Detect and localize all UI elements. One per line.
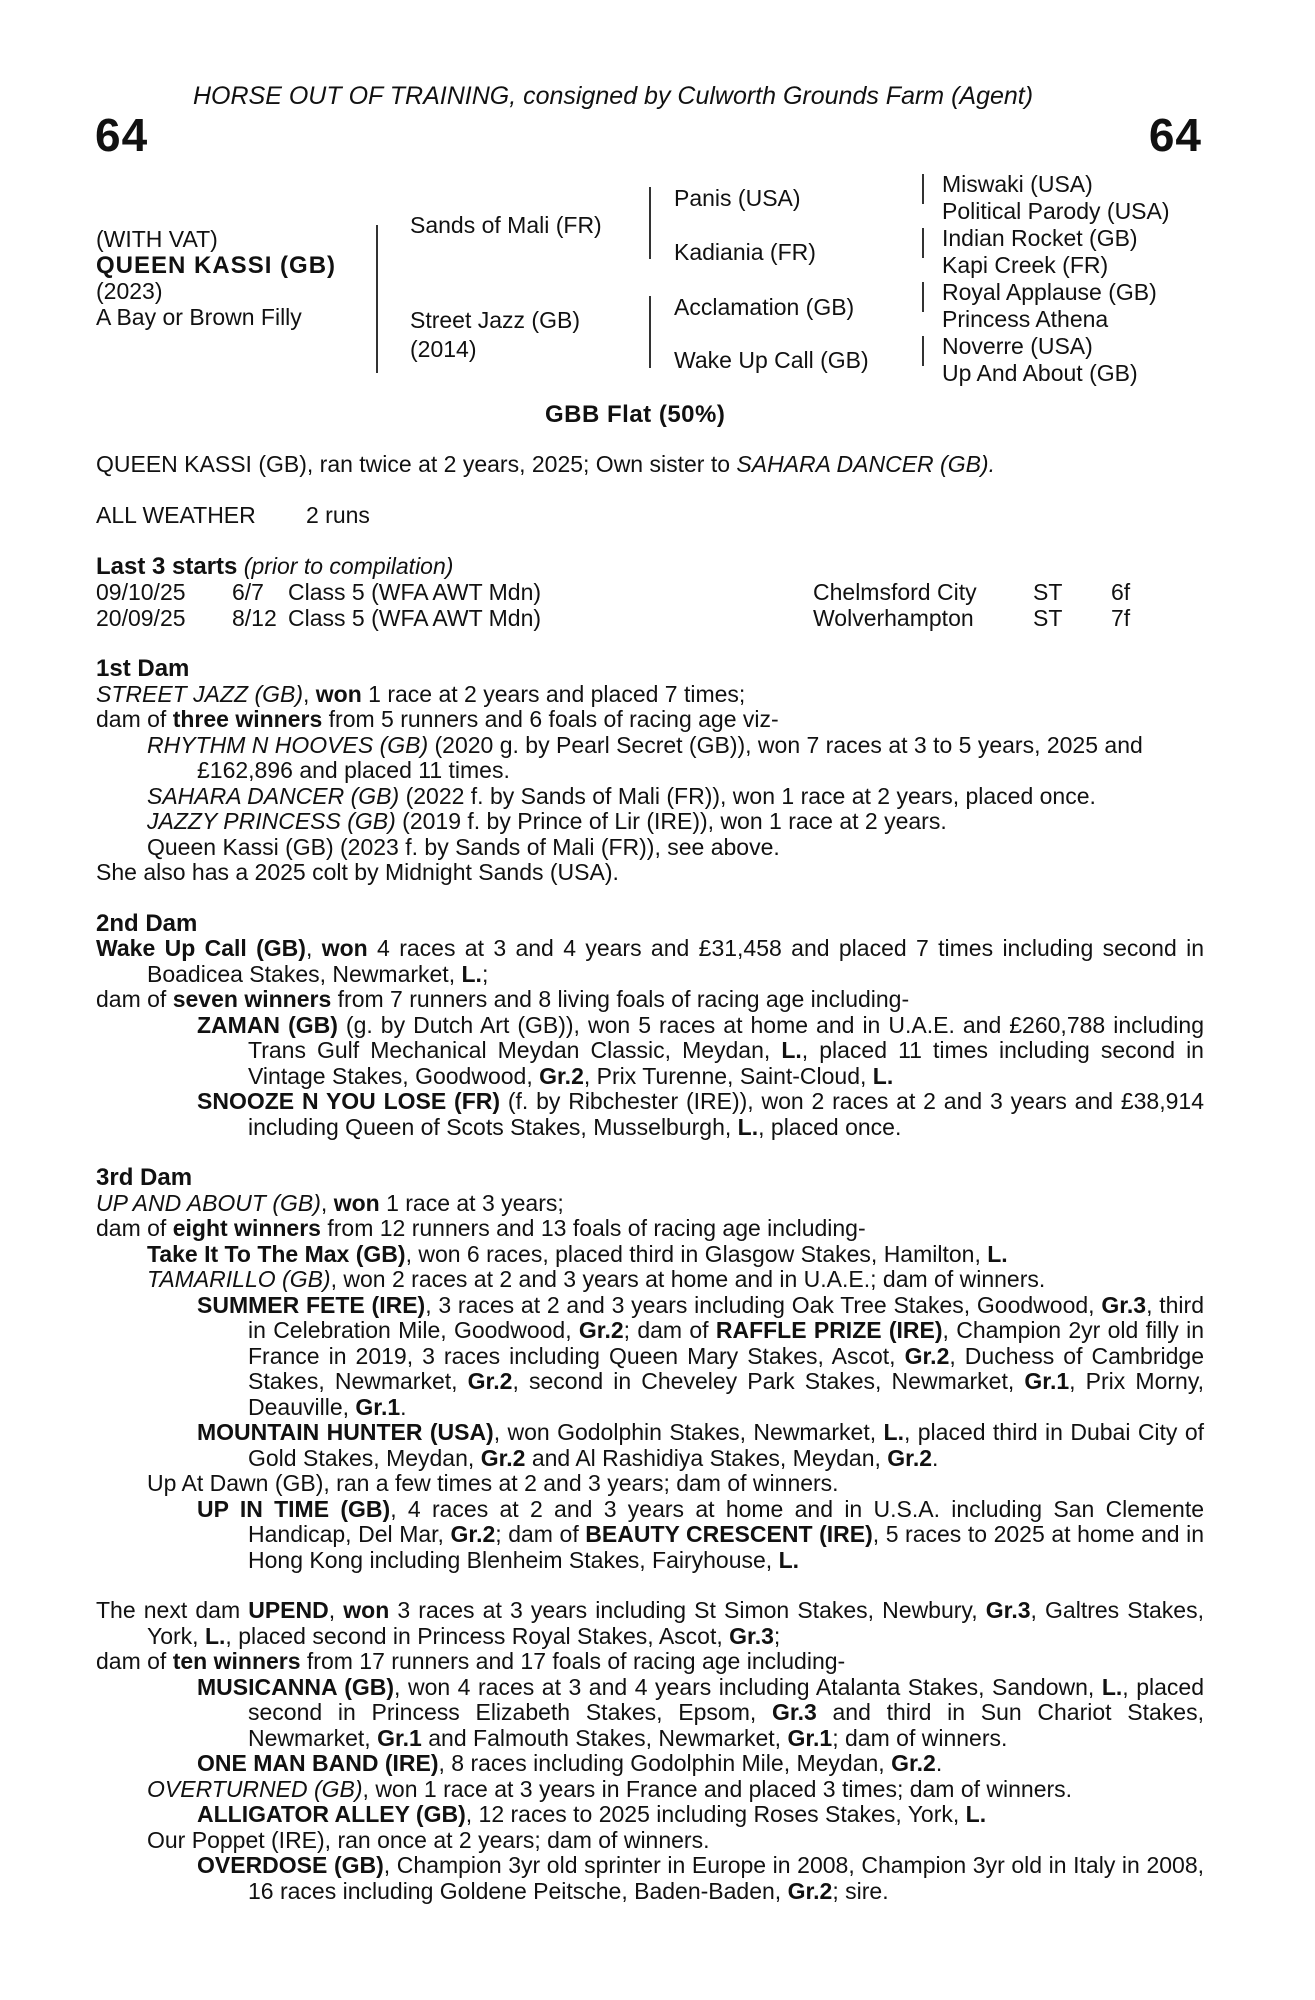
dam-name: STREET JAZZ (GB) <box>96 680 303 707</box>
text: , 4 races at 2 and 3 years at home and in U.S.A. including San Clemente Handicap, Del Mar, <box>248 1495 1204 1547</box>
pedigree-g3-ancestor: Royal Applause (GB) <box>942 279 1157 305</box>
text: , 8 races including Godolphin Mile, Meydan, <box>438 1750 892 1776</box>
table-row <box>96 580 1136 606</box>
text: won <box>333 1189 380 1216</box>
next-dam-produce-summary <box>96 1649 1204 1675</box>
text: and Falmouth Stakes, Newmarket, <box>421 1724 788 1751</box>
text: Gr.2 <box>891 1750 936 1776</box>
text: Gr.2 <box>467 1368 513 1394</box>
text: , 12 races to 2025 including Roses Stakes, York, <box>465 1801 966 1827</box>
text: (f. by Ribchester (IRE)), won 2 races at 2 and 3 years and £38,914 including Queen of Scots Stakes, Musselburgh, <box>248 1088 1204 1140</box>
text: L. <box>778 1546 800 1573</box>
produce-entry: Queen Kassi (GB) (2023 f. by Sands of Mali (FR)), see above. <box>147 833 780 860</box>
progeny-name: UP IN TIME (GB) <box>197 1495 391 1522</box>
start-date: 20/09/25 <box>96 604 186 631</box>
pedigree-g3-ancestor: Noverre (USA) <box>942 333 1093 359</box>
text: L. <box>204 1622 226 1649</box>
last-starts-heading <box>96 554 453 580</box>
progeny-name: BEAUTY CRESCENT (IRE) <box>585 1521 873 1547</box>
text: . <box>935 1750 943 1776</box>
dam-name: UPEND <box>248 1597 329 1623</box>
start-position: 8/12 <box>232 604 277 631</box>
pedigree-sire-sire: Panis (USA) <box>674 185 801 211</box>
horse-name: QUEEN KASSI (GB) <box>96 252 337 279</box>
start-surface: ST <box>1033 604 1063 631</box>
third-dam-produce-summary <box>96 1216 1204 1242</box>
pedigree-dam-sire: Acclamation (GB) <box>674 294 855 320</box>
progeny-name: SNOOZE N YOU LOSE (FR) <box>197 1088 501 1114</box>
text: ; dam of winners. <box>832 1724 1008 1751</box>
text: won <box>315 680 362 707</box>
progeny-name: OVERDOSE (GB) <box>197 1852 384 1878</box>
text: Gr.2 <box>480 1444 526 1471</box>
start-date: 09/10/25 <box>96 579 186 605</box>
pedigree-brace-dam <box>649 296 651 368</box>
text: , placed 11 times including second in Vintage Stakes, Goodwood, <box>248 1037 1204 1089</box>
text: L. <box>461 960 482 987</box>
text: ten winners <box>172 1648 301 1674</box>
pedigree-sire-dam: Kadiania (FR) <box>674 239 816 265</box>
produce-entry <box>96 1802 1204 1828</box>
text: , placed once. <box>758 1113 902 1140</box>
pedigree-brace-g3-2 <box>922 228 924 258</box>
pedigree-g3-ancestor: Princess Athena <box>942 306 1109 332</box>
produce-entry <box>96 1089 1204 1140</box>
pedigree-g3-ancestor: Miswaki (USA) <box>942 171 1093 197</box>
text: , second in Cheveley Park Stakes, Newmarket, <box>512 1368 1025 1394</box>
text: , 3 races at 2 and 3 years including Oak Tree Stakes, Goodwood, <box>425 1291 1102 1318</box>
surface-label: ALL WEATHER <box>96 502 256 528</box>
text: 1 race at 2 years and placed 7 times; <box>361 680 746 707</box>
progeny-name: ZAMAN (GB) <box>197 1011 338 1038</box>
text: The next dam <box>96 1597 249 1623</box>
first-dam-heading: 1st Dam <box>96 655 190 682</box>
text: and Al Rashidiya Stakes, Meydan, <box>525 1444 888 1471</box>
produce-note: She also has a 2025 colt by Midnight Sands (USA). <box>96 859 619 885</box>
produce-entry <box>96 1497 1204 1574</box>
spacer <box>96 1573 1204 1598</box>
pedigree-brace-g3-3 <box>922 282 924 312</box>
text: eight winners <box>172 1215 321 1241</box>
text: , Prix Morny, Deauville, <box>248 1368 1205 1420</box>
surface-summary <box>96 503 370 529</box>
progeny-name: SAHARA DANCER (GB) <box>147 782 400 809</box>
pedigree-dam-year: (2014) <box>410 336 477 362</box>
text: . <box>400 1393 407 1420</box>
text: 1 race at 3 years; <box>379 1189 564 1216</box>
pedigree-sire: Sands of Mali (FR) <box>410 212 602 238</box>
text: (2020 g. by Pearl Secret (GB)), won 7 races at 3 to 5 years, 2025 and £162,896 and placed 11 times. <box>197 731 1143 783</box>
table-row <box>96 606 1136 632</box>
text: , <box>320 1189 334 1216</box>
text: dam of <box>96 986 173 1012</box>
text: , 5 races to 2025 at home and in Hong Kong including Blenheim Stakes, Fairyhouse, <box>248 1521 1205 1573</box>
start-position: 6/7 <box>232 579 264 605</box>
text: Gr.1 <box>377 1724 422 1751</box>
text: , <box>328 1597 344 1623</box>
text: ; dam of <box>495 1521 586 1547</box>
text: Gr.1 <box>355 1393 401 1420</box>
text: Gr.3 <box>985 1597 1031 1623</box>
text: (2022 f. by Sands of Mali (FR)), won 1 race at 2 years, placed once. <box>399 782 1096 809</box>
text: L. <box>737 1113 759 1140</box>
text: , third in Celebration Mile, Goodwood, <box>248 1291 1204 1343</box>
text: . <box>932 1444 939 1471</box>
breeding-note: GBB Flat (50%) <box>545 401 726 428</box>
first-dam-line <box>96 682 1204 708</box>
produce-entry <box>96 733 1204 784</box>
pedigree-g3-ancestor: Indian Rocket (GB) <box>942 225 1138 251</box>
pedigree-dam: Street Jazz (GB) <box>410 307 580 333</box>
produce-entry <box>96 809 1204 835</box>
produce-entry <box>96 1853 1204 1904</box>
text: seven winners <box>172 986 332 1012</box>
pedigree-brace-main <box>376 225 378 373</box>
progeny-name: RHYTHM N HOOVES (GB) <box>147 731 429 758</box>
produce-entry <box>96 1751 1204 1777</box>
lot-number-right: 64 <box>1148 109 1202 161</box>
text: , Champion 2yr old filly in France in 2019, 3 races including Queen Mary Stakes, Ascot, <box>248 1317 1204 1369</box>
text: 4 races at 3 and 4 years and £31,458 and placed 7 times including second in Boadicea Stakes, Newmarket, <box>147 935 1205 987</box>
start-surface: ST <box>1033 579 1063 605</box>
pedigree-g3-ancestor: Up And About (GB) <box>942 360 1138 386</box>
progeny-name: ALLIGATOR ALLEY (GB) <box>197 1801 466 1827</box>
progeny-name: ONE MAN BAND (IRE) <box>197 1750 439 1776</box>
text: Gr.1 <box>787 1724 833 1751</box>
start-course: Wolverhampton <box>813 604 974 631</box>
horse-year: (2023) <box>96 278 163 304</box>
third-dam-heading: 3rd Dam <box>96 1164 193 1191</box>
start-race: Class 5 (WFA AWT Mdn) <box>288 604 542 631</box>
produce-entry <box>96 1013 1204 1090</box>
vat-label: (WITH VAT) <box>96 226 218 252</box>
text: L. <box>987 1240 1008 1267</box>
text: and third in Sun Chariot Stakes, Newmarket, <box>248 1699 1204 1751</box>
text: , Duchess of Cambridge Stakes, Newmarket, <box>248 1342 1204 1394</box>
text: three winners <box>172 706 323 732</box>
start-distance: 6f <box>1111 579 1131 605</box>
produce-entry <box>96 1675 1204 1752</box>
text: Gr.3 <box>772 1699 817 1725</box>
text: , won 1 race at 3 years in France and placed 3 times; dam of winners. <box>362 1775 1073 1802</box>
progeny-name: TAMARILLO (GB) <box>147 1266 331 1292</box>
summary-text: QUEEN KASSI (GB), ran twice at 2 years, 2025; Own sister to <box>96 451 737 477</box>
text: (g. by Dutch Art (GB)), won 5 races at home and in U.A.E. and £260,788 including Trans Gulf Mechanical Meydan Classic, Meydan, <box>248 1011 1205 1063</box>
text: Gr.2 <box>887 1444 933 1471</box>
text: , Prix Turenne, Saint-Cloud, <box>583 1062 873 1089</box>
dam-name: UP AND ABOUT (GB) <box>96 1189 321 1216</box>
pedigree-brace-g3-1 <box>922 174 924 204</box>
text: from 5 runners and 6 foals of racing age viz- <box>322 706 779 732</box>
text: , placed second in Princess Royal Stakes, Ascot, <box>225 1622 730 1649</box>
text: 3 races at 3 years including St Simon Stakes, Newbury, <box>389 1597 986 1623</box>
text: , <box>305 935 322 961</box>
start-course: Chelmsford City <box>813 579 977 605</box>
second-dam-produce-summary <box>96 987 1204 1013</box>
last-starts-title: Last 3 starts <box>96 553 238 580</box>
race-summary <box>96 452 995 478</box>
spacer <box>96 886 1204 911</box>
lot-number-left: 64 <box>95 109 149 161</box>
text: Gr.3 <box>1101 1291 1147 1318</box>
last-starts-table <box>96 580 1136 631</box>
text: dam of <box>96 1648 173 1674</box>
text: won <box>343 1597 390 1623</box>
progeny-name: SUMMER FETE (IRE) <box>197 1291 426 1318</box>
text: dam of <box>96 1215 173 1241</box>
progeny-name: RAFFLE PRIZE (IRE) <box>715 1317 943 1343</box>
text: L. <box>965 1801 987 1827</box>
text: dam of <box>96 706 173 732</box>
text: , <box>303 680 316 707</box>
text: Gr.3 <box>729 1622 774 1649</box>
text: , won Godolphin Stakes, Newmarket, <box>493 1419 884 1445</box>
pedigree-brace-sire <box>649 187 651 259</box>
progeny-name: JAZZY PRINCESS (GB) <box>147 808 396 834</box>
spacer <box>96 1140 1204 1165</box>
produce-entry: Our Poppet (IRE), ran once at 2 years; dam of winners. <box>147 1826 710 1853</box>
catalogue-header: HORSE OUT OF TRAINING, consigned by Culworth Grounds Farm (Agent) <box>193 82 1034 110</box>
progeny-name: MUSICANNA (GB) <box>197 1673 395 1700</box>
produce-entry: Up At Dawn (GB), ran a few times at 2 and 3 years; dam of winners. <box>147 1470 839 1496</box>
text: Gr.2 <box>787 1877 833 1904</box>
text: Gr.2 <box>578 1317 624 1343</box>
text: L. <box>872 1062 894 1089</box>
next-dam-line <box>96 1598 1204 1649</box>
text: , won 6 races, placed third in Glasgow Stakes, Hamilton, <box>405 1240 988 1267</box>
text: , Champion 3yr old sprinter in Europe in 2008, Champion 3yr old in Italy in 2008, 16 races including Goldene Peitsche, Baden-Baden, <box>248 1852 1204 1904</box>
text: Gr.2 <box>450 1521 496 1547</box>
progeny-name: OVERTURNED (GB) <box>147 1775 363 1802</box>
text: ; <box>481 960 489 987</box>
produce-entry <box>96 1777 1204 1803</box>
text: , placed third in Dubai City of Gold Stakes, Meydan, <box>248 1419 1204 1471</box>
pedigree-g3-ancestor: Kapi Creek (FR) <box>942 252 1109 278</box>
text: L. <box>781 1037 802 1063</box>
produce-entry <box>96 1242 1204 1268</box>
text: ; sire. <box>832 1877 889 1904</box>
text: won <box>321 935 368 961</box>
last-starts-note: (prior to compilation) <box>243 553 454 579</box>
text: ; dam of <box>623 1317 716 1343</box>
produce-entry <box>96 784 1204 810</box>
surface-runs: 2 runs <box>306 502 370 528</box>
text: L. <box>1101 1673 1123 1700</box>
text: , placed second in Princess Elizabeth Stakes, Epsom, <box>248 1673 1204 1725</box>
first-dam-produce-summary <box>96 707 1204 733</box>
pedigree-dam-dam: Wake Up Call (GB) <box>674 347 869 373</box>
text: ; <box>773 1622 781 1649</box>
produce-entry <box>96 1293 1204 1421</box>
start-race: Class 5 (WFA AWT Mdn) <box>288 579 542 605</box>
text: from 17 runners and 17 foals of racing age including- <box>300 1648 846 1674</box>
pedigree-brace-g3-4 <box>922 336 924 366</box>
text: , won 2 races at 2 and 3 years at home and in U.A.E.; dam of winners. <box>330 1266 1046 1292</box>
text: , won 4 races at 3 and 4 years including Atalanta Stakes, Sandown, <box>394 1673 1102 1700</box>
dam-name: Wake Up Call (GB) <box>96 935 306 961</box>
text: Gr.2 <box>904 1342 950 1369</box>
text: Gr.1 <box>1024 1368 1070 1394</box>
produce-entry <box>96 1420 1204 1471</box>
start-distance: 7f <box>1111 604 1131 631</box>
text: L. <box>883 1419 904 1445</box>
text: , Galtres Stakes, York, <box>147 1597 1204 1649</box>
second-dam-line <box>96 936 1204 987</box>
text: from 7 runners and 8 living foals of racing age including- <box>331 986 910 1012</box>
text: from 12 runners and 13 foals of racing age including- <box>320 1215 866 1241</box>
progeny-name: Take It To The Max (GB) <box>147 1240 406 1267</box>
summary-sibling: SAHARA DANCER (GB). <box>736 451 995 477</box>
produce-record <box>96 656 1204 1904</box>
horse-description: A Bay or Brown Filly <box>96 304 302 330</box>
third-dam-line <box>96 1191 1204 1217</box>
produce-entry <box>96 1267 1204 1293</box>
text: Gr.2 <box>539 1062 584 1089</box>
progeny-name: MOUNTAIN HUNTER (USA) <box>197 1419 494 1445</box>
second-dam-heading: 2nd Dam <box>96 909 198 937</box>
pedigree-g3-ancestor: Political Parody (USA) <box>942 198 1170 224</box>
text: (2019 f. by Prince of Lir (IRE)), won 1 race at 2 years. <box>395 808 947 834</box>
